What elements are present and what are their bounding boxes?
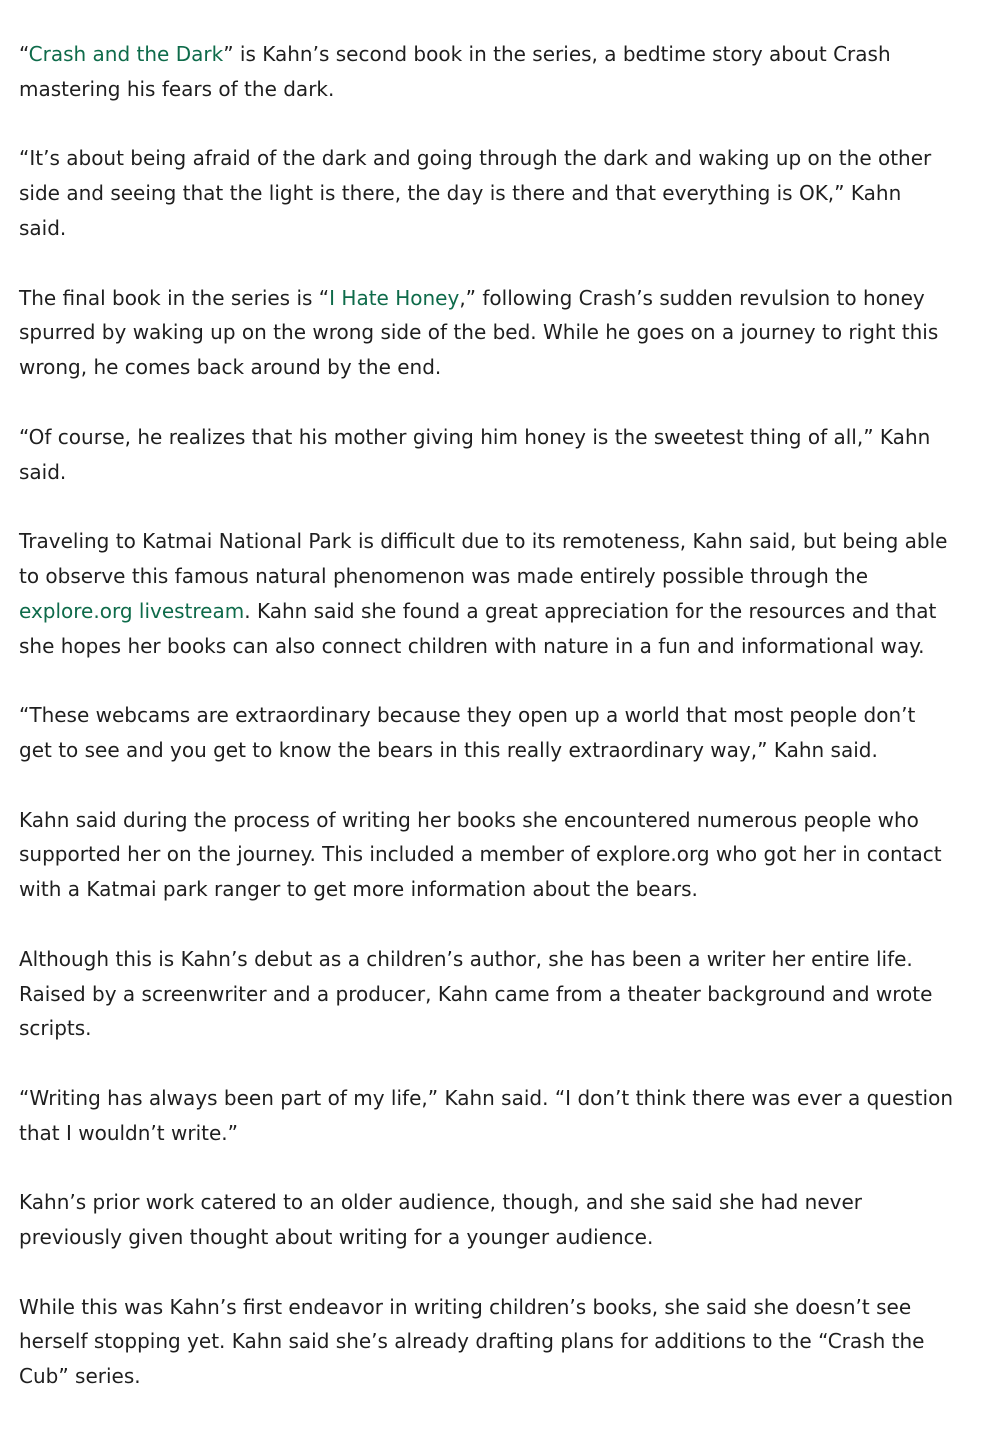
i-hate-honey-link[interactable]: I Hate Honey	[329, 285, 460, 310]
paragraph-quote-writing: “Writing has always been part of my life,” Kahn said. “I don’t think there was ever a question that I wouldn’t write.”	[19, 1085, 953, 1145]
paragraph-quote-webcams: “These webcams are extraordinary because they open up a world that most people don’t get to see and you get to know the bears in this really extraordinary way,” Kahn said.	[19, 703, 916, 762]
paragraph-text: . Kahn said she found a great appreciation for the resources and that she hopes her books can also connect children with nature in a fun and informational way.	[19, 598, 937, 658]
paragraph-supporters: Kahn said during the process of writing her books she encountered numerous people who supported her on the journey. This included a member of explore.org who got her in contact with a Katmai park ranger to get more information about the bears.	[19, 807, 942, 902]
paragraph-crash-and-the-dark	[19, 37, 954, 107]
paragraph-i-hate-honey	[19, 281, 954, 385]
paragraph-future-plans: While this was Kahn’s first endeavor in writing children’s books, she said she doesn’t see herself stopping yet. Kahn said she’s already drafting plans for additions to the “Crash the Cub” series.	[19, 1294, 925, 1389]
paragraph-writer-background: Although this is Kahn’s debut as a children’s author, she has been a writer her entire life. Raised by a screenwriter and a producer, Kahn came from a theater background and wrote scripts.	[19, 946, 933, 1041]
open-quote: “	[19, 42, 29, 66]
paragraph-katmai	[19, 524, 954, 663]
crash-and-the-dark-link[interactable]: Crash and the Dark	[28, 42, 224, 66]
paragraph-quote-dark: “It’s about being afraid of the dark and going through the dark and waking up on the other side and seeing that the light is there, the day is there and that everything is OK,” Kahn said.	[19, 146, 932, 240]
paragraph-text: The final book in the series is “	[19, 285, 330, 310]
paragraph-text: ,” following Crash’s sudden revulsion to honey spurred by waking up on the wrong side of the bed. While he goes on a journey to right this wrong, he comes back around by the end.	[19, 285, 939, 380]
paragraph-text: Traveling to Katmai National Park is difficult due to its remoteness, Kahn said, but being able to observe this famous natural phenomenon was made entirely possible through the	[19, 529, 948, 588]
paragraph-prior-work: Kahn’s prior work catered to an older audience, though, and she said she had never previously given thought about writing for a younger audience.	[19, 1190, 862, 1250]
paragraph-quote-honey: “Of course, he realizes that his mother giving him honey is the sweetest thing of all,” Kahn said.	[19, 424, 931, 484]
explore-livestream-link[interactable]: explore.org livestream	[19, 598, 245, 623]
paragraph-text: ” is Kahn’s second book in the series, a bedtime story about Crash mastering his fears of the dark.	[19, 42, 891, 101]
article-body	[19, 37, 954, 1394]
